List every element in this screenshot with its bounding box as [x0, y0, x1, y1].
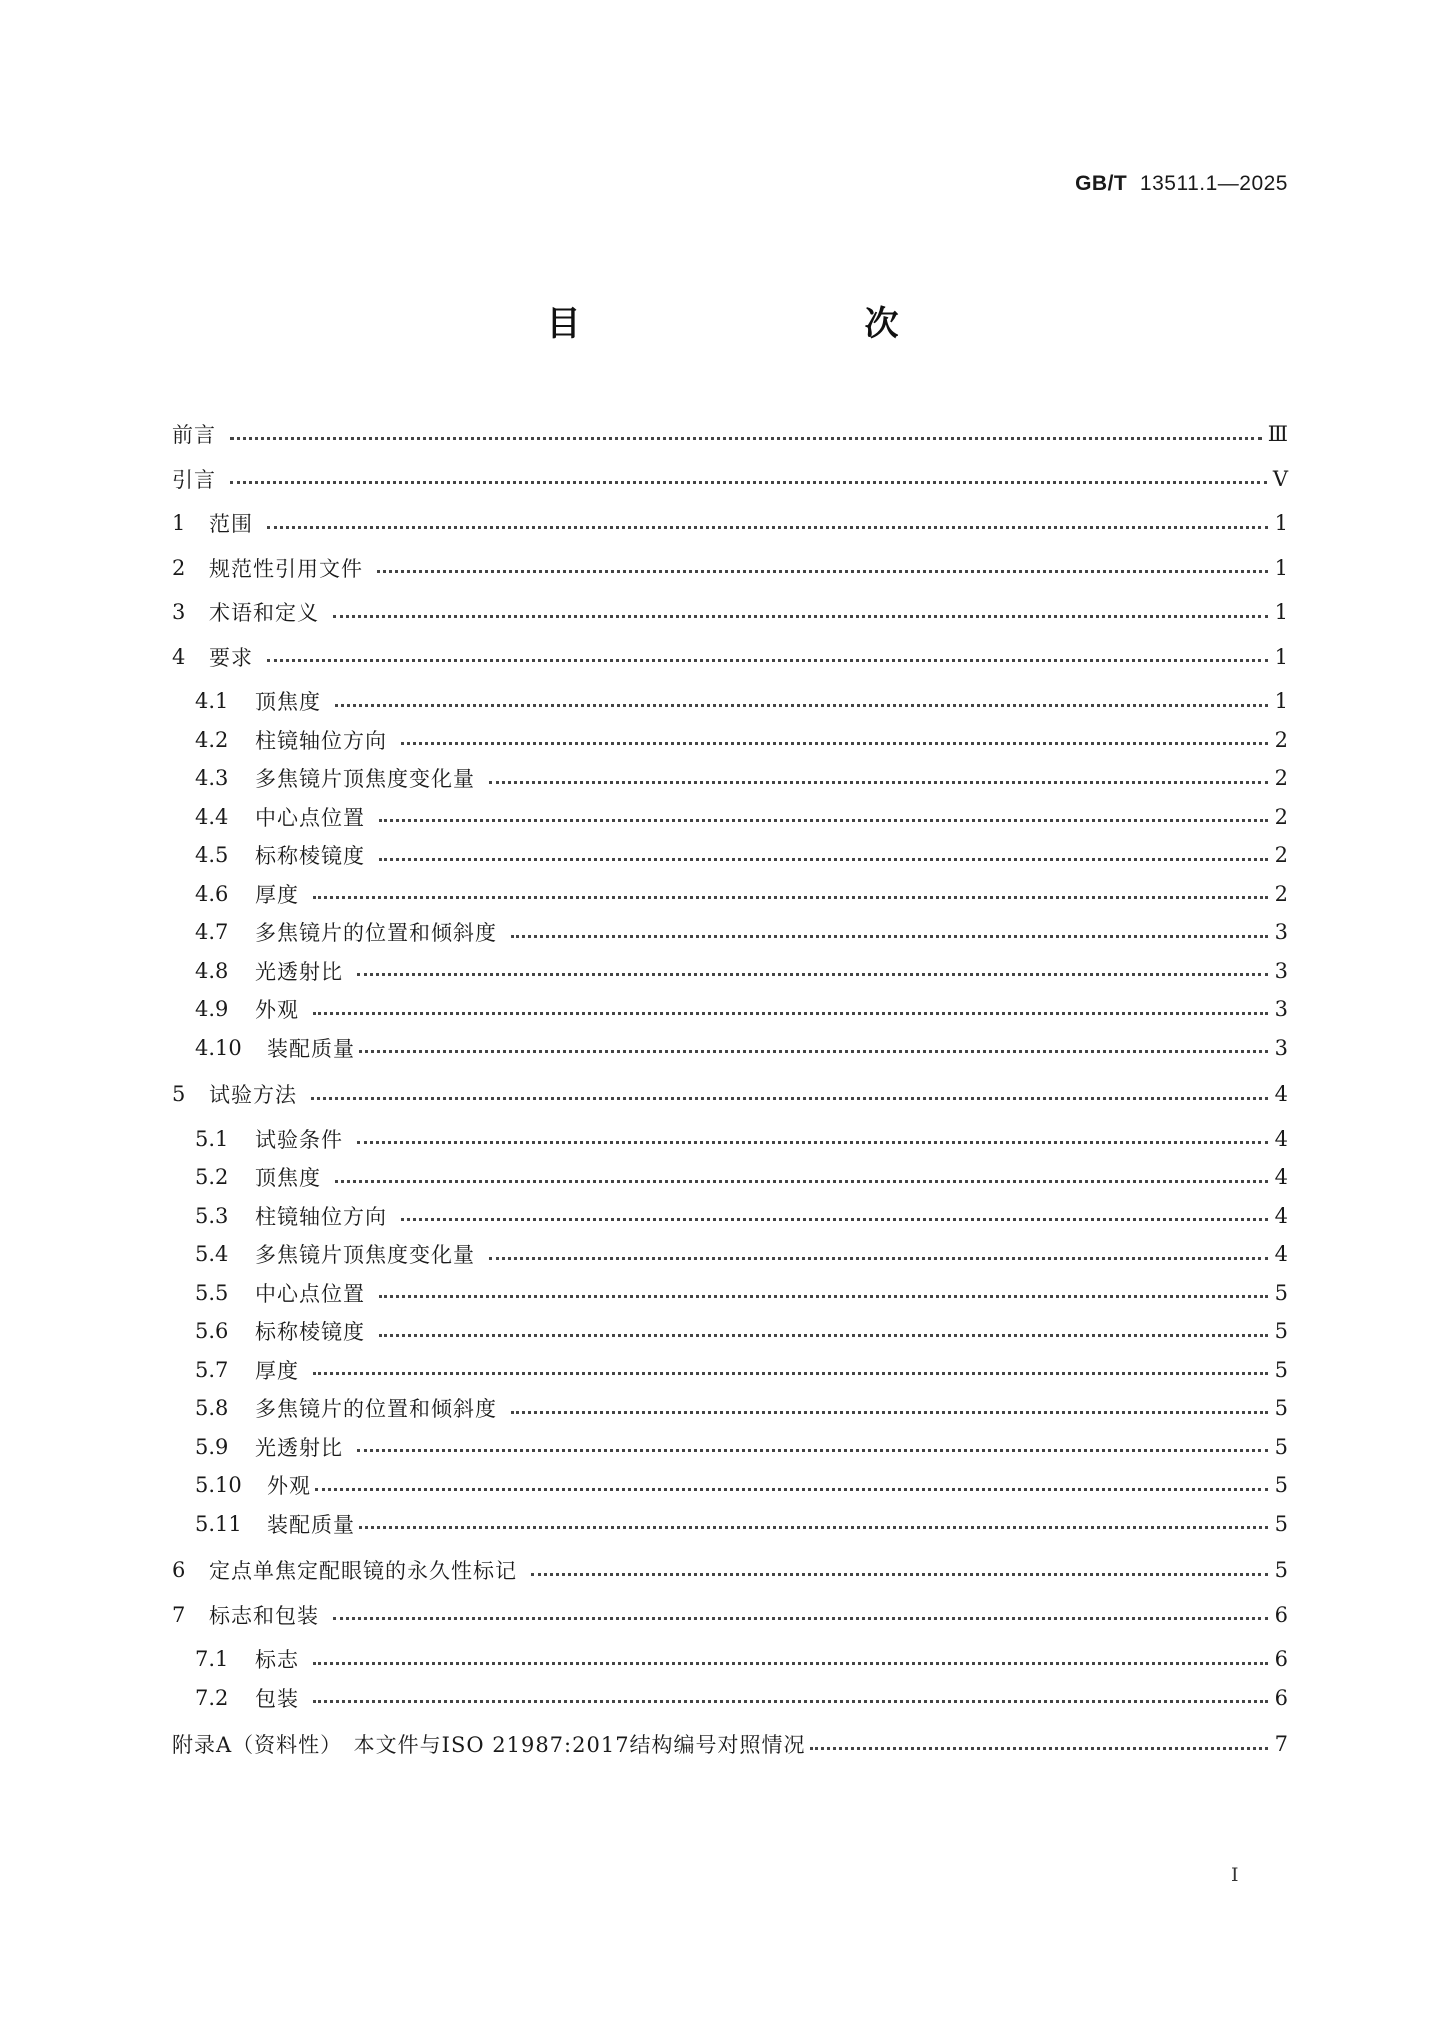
toc-entry-label: 光透射比: [255, 959, 343, 984]
toc-entry-label: 柱镜轴位方向: [255, 1204, 387, 1229]
toc-entry-page: 4: [1274, 1242, 1288, 1267]
dot-leader: [230, 437, 1262, 440]
toc-entry-label: 标志: [255, 1648, 299, 1673]
toc-entry-number: 5.8: [195, 1396, 229, 1421]
toc-entry-4-9[interactable]: [172, 990, 1288, 1029]
toc-entry-label: 柱镜轴位方向: [255, 728, 387, 753]
dot-leader: [401, 1218, 1268, 1221]
toc-entry-page: 1: [1274, 644, 1288, 669]
dot-leader: [311, 1097, 1268, 1100]
toc-entry-label: 标称棱镜度: [255, 844, 365, 869]
toc-entry-page: 6: [1274, 1647, 1288, 1672]
toc-entry-page: 3: [1274, 1035, 1288, 1060]
toc-entry-4-5[interactable]: [172, 836, 1288, 875]
dot-leader: [379, 1334, 1268, 1337]
toc-entry-number: 7.1: [195, 1647, 229, 1672]
toc-entry-page: 6: [1274, 1685, 1288, 1710]
toc-entry-page: 5: [1274, 1473, 1288, 1498]
toc-entry-page: 1: [1274, 555, 1288, 580]
toc-entry-label: 多焦镜片顶焦度变化量: [255, 1243, 475, 1268]
toc-entry-5-4[interactable]: [172, 1235, 1288, 1274]
dot-leader: [511, 1411, 1268, 1414]
standard-code-number: 13511.1—2025: [1139, 172, 1288, 195]
toc-entry-label: 多焦镜片的位置和倾斜度: [255, 921, 497, 946]
toc-entry-5-9[interactable]: [172, 1428, 1288, 1467]
toc-entry-page: 2: [1274, 804, 1288, 829]
toc-entry-number: 5.7: [195, 1357, 229, 1382]
toc-entry-number: 4.8: [195, 958, 229, 983]
dot-leader: [335, 1180, 1268, 1183]
toc-entry-label: 顶焦度: [255, 690, 321, 715]
toc-entry-4-4[interactable]: [172, 798, 1288, 837]
toc-entry-page: 5: [1274, 1319, 1288, 1344]
dot-leader: [357, 1141, 1268, 1144]
toc-entry-5-5[interactable]: [172, 1274, 1288, 1313]
dot-leader: [267, 659, 1268, 662]
toc-entry-label: 要求: [209, 645, 253, 670]
toc-entry-introduction[interactable]: [172, 457, 1288, 502]
standard-code-prefix: GB/T: [1075, 172, 1128, 195]
toc-entry-page: 3: [1274, 920, 1288, 945]
toc-entry-page: 2: [1274, 766, 1288, 791]
toc-entry-number: 6: [172, 1558, 186, 1583]
toc-entry-number: 5.1: [195, 1126, 229, 1151]
toc-entry-page: 3: [1274, 997, 1288, 1022]
toc-entry-number: 5.9: [195, 1434, 229, 1459]
toc-entry-5[interactable]: [172, 1072, 1288, 1117]
dot-leader: [379, 1295, 1268, 1298]
toc-entry-label: 厚度: [255, 882, 299, 907]
toc-entry-number: 5.3: [195, 1203, 229, 1228]
toc-entry-4-10[interactable]: [172, 1029, 1288, 1068]
toc-entry-page: 5: [1274, 1396, 1288, 1421]
toc-entry-page: 5: [1274, 1434, 1288, 1459]
page-title: 目 次: [546, 304, 971, 344]
toc-entry-number: 4.6: [195, 881, 229, 906]
toc-entry-5-10[interactable]: [172, 1466, 1288, 1505]
toc-entry-4-2[interactable]: [172, 721, 1288, 760]
toc-entry-label: 规范性引用文件: [209, 556, 363, 581]
toc-entry-label: 厚度: [255, 1358, 299, 1383]
dot-leader: [359, 1526, 1268, 1529]
toc-entry-annex-a[interactable]: [172, 1722, 1288, 1767]
toc-entry-7[interactable]: [172, 1593, 1288, 1638]
dot-leader: [313, 1012, 1268, 1015]
toc-entry-label: 外观: [267, 1474, 311, 1499]
toc-entry-7-2[interactable]: [172, 1679, 1288, 1718]
toc-entry-page: 4: [1274, 1203, 1288, 1228]
toc-entry-page: 1: [1274, 511, 1288, 536]
dot-leader: [230, 481, 1267, 484]
dot-leader: [359, 1050, 1268, 1053]
toc-entry-page: 5: [1274, 1357, 1288, 1382]
toc-entry-number: 4.5: [195, 843, 229, 868]
toc-entry-number: 4.2: [195, 727, 229, 752]
dot-leader: [489, 1257, 1268, 1260]
toc-entry-number: 4.3: [195, 766, 229, 791]
toc-entry-4-1[interactable]: [172, 682, 1288, 721]
dot-leader: [377, 570, 1268, 573]
toc-entry-number: 4.1: [195, 689, 229, 714]
toc-entry-label: 试验条件: [255, 1127, 343, 1152]
toc-entry-preface[interactable]: [172, 412, 1288, 457]
toc-entry-page: 5: [1274, 1558, 1288, 1583]
dot-leader: [379, 858, 1268, 861]
dot-leader: [810, 1747, 1268, 1750]
toc-entry-number: 5.5: [195, 1280, 229, 1305]
toc-entry-5-7[interactable]: [172, 1351, 1288, 1390]
toc-entry-number: 4.9: [195, 997, 229, 1022]
toc-entry-label: 试验方法: [209, 1083, 297, 1108]
toc-entry-5-3[interactable]: [172, 1197, 1288, 1236]
toc-entry-6[interactable]: [172, 1548, 1288, 1593]
toc-entry-3[interactable]: [172, 590, 1288, 635]
toc-entry-label: 光透射比: [255, 1435, 343, 1460]
toc-entry-number: 5.10: [195, 1473, 242, 1498]
dot-leader: [335, 704, 1268, 707]
toc-entry-label: 多焦镜片顶焦度变化量: [255, 767, 475, 792]
dot-leader: [357, 1449, 1268, 1452]
toc-entry-page: 5: [1274, 1511, 1288, 1536]
toc-entry-page: 2: [1274, 727, 1288, 752]
toc-entry-label: 外观: [255, 998, 299, 1023]
toc-entry-page: 3: [1274, 958, 1288, 983]
dot-leader: [357, 973, 1268, 976]
toc-entry-label: 范围: [209, 512, 253, 537]
toc-entry-4-3[interactable]: [172, 759, 1288, 798]
standard-code: [1075, 172, 1288, 196]
toc-entry-label: 装配质量: [267, 1512, 355, 1537]
toc-entry-5-8[interactable]: [172, 1389, 1288, 1428]
toc-entry-number: 7.2: [195, 1685, 229, 1710]
toc-entry-page: Ⅴ: [1272, 466, 1288, 491]
toc-entry-7-1[interactable]: [172, 1640, 1288, 1679]
toc-entry-label: 定点单焦定配眼镜的永久性标记: [209, 1559, 517, 1584]
toc-entry-page: 1: [1274, 600, 1288, 625]
dot-leader: [489, 781, 1268, 784]
page-number: Ⅰ: [1231, 1864, 1239, 1886]
dot-leader: [313, 1700, 1268, 1703]
toc-entry-page: 4: [1274, 1126, 1288, 1151]
toc-entry-label: 中心点位置: [255, 1281, 365, 1306]
toc-entry-5-2[interactable]: [172, 1158, 1288, 1197]
toc-entry-5-1[interactable]: [172, 1120, 1288, 1159]
toc-entry-number: 5: [172, 1082, 186, 1107]
dot-leader: [401, 742, 1268, 745]
dot-leader: [267, 526, 1268, 529]
toc-entry-label: 装配质量: [267, 1036, 355, 1061]
toc-entry-label: 标称棱镜度: [255, 1320, 365, 1345]
toc-entry-number: 5.11: [195, 1511, 242, 1536]
toc-entry-label: 标志和包装: [209, 1603, 319, 1628]
toc-entry-page: Ⅲ: [1267, 422, 1288, 447]
toc-entry-page: 2: [1274, 881, 1288, 906]
dot-leader: [531, 1573, 1268, 1576]
toc-entry-label: 多焦镜片的位置和倾斜度: [255, 1397, 497, 1422]
dot-leader: [313, 1662, 1268, 1665]
toc-entry-label: 中心点位置: [255, 805, 365, 830]
dot-leader: [333, 1617, 1268, 1620]
toc-entry-label: 引言: [172, 467, 216, 492]
toc-entry-number: 7: [172, 1602, 186, 1627]
toc-entry-4-7[interactable]: [172, 913, 1288, 952]
toc-entry-number: 4.4: [195, 804, 229, 829]
toc-entry-page: 4: [1274, 1165, 1288, 1190]
dot-leader: [379, 819, 1268, 822]
toc-entry-5-6[interactable]: [172, 1312, 1288, 1351]
toc-entry-number: 5.4: [195, 1242, 229, 1267]
dot-leader: [313, 896, 1268, 899]
dot-leader: [511, 935, 1268, 938]
toc-entry-4-8[interactable]: [172, 952, 1288, 991]
toc-entry-number: 3: [172, 600, 186, 625]
toc-entry-label: 顶焦度: [255, 1166, 321, 1191]
toc-entry-5-11[interactable]: [172, 1505, 1288, 1544]
toc-entry-4-6[interactable]: [172, 875, 1288, 914]
table-of-contents: [172, 412, 1288, 1767]
toc-entry-page: 4: [1274, 1082, 1288, 1107]
toc-entry-page: 1: [1274, 689, 1288, 714]
dot-leader: [315, 1488, 1268, 1491]
toc-entry-number: 5.2: [195, 1165, 229, 1190]
toc-entry-number: 2: [172, 555, 186, 580]
toc-entry-label: 前言: [172, 423, 216, 448]
toc-entry-page: 2: [1274, 843, 1288, 868]
dot-leader: [313, 1372, 1268, 1375]
toc-entry-number: 4.7: [195, 920, 229, 945]
toc-entry-page: 6: [1274, 1602, 1288, 1627]
toc-entry-label: 包装: [255, 1686, 299, 1711]
toc-entry-number: 4.10: [195, 1035, 242, 1060]
dot-leader: [333, 615, 1268, 618]
toc-entry-2[interactable]: [172, 546, 1288, 591]
toc-entry-page: 5: [1274, 1280, 1288, 1305]
toc-entry-label: 术语和定义: [209, 601, 319, 626]
toc-entry-number: 5.6: [195, 1319, 229, 1344]
toc-entry-number: 1: [172, 511, 186, 536]
toc-entry-1[interactable]: [172, 501, 1288, 546]
toc-entry-number: 4: [172, 644, 186, 669]
toc-entry-label: 附录A（资料性） 本文件与ISO 21987:2017结构编号对照情况: [172, 1733, 806, 1758]
toc-entry-page: 7: [1274, 1732, 1288, 1757]
toc-entry-4[interactable]: [172, 635, 1288, 680]
